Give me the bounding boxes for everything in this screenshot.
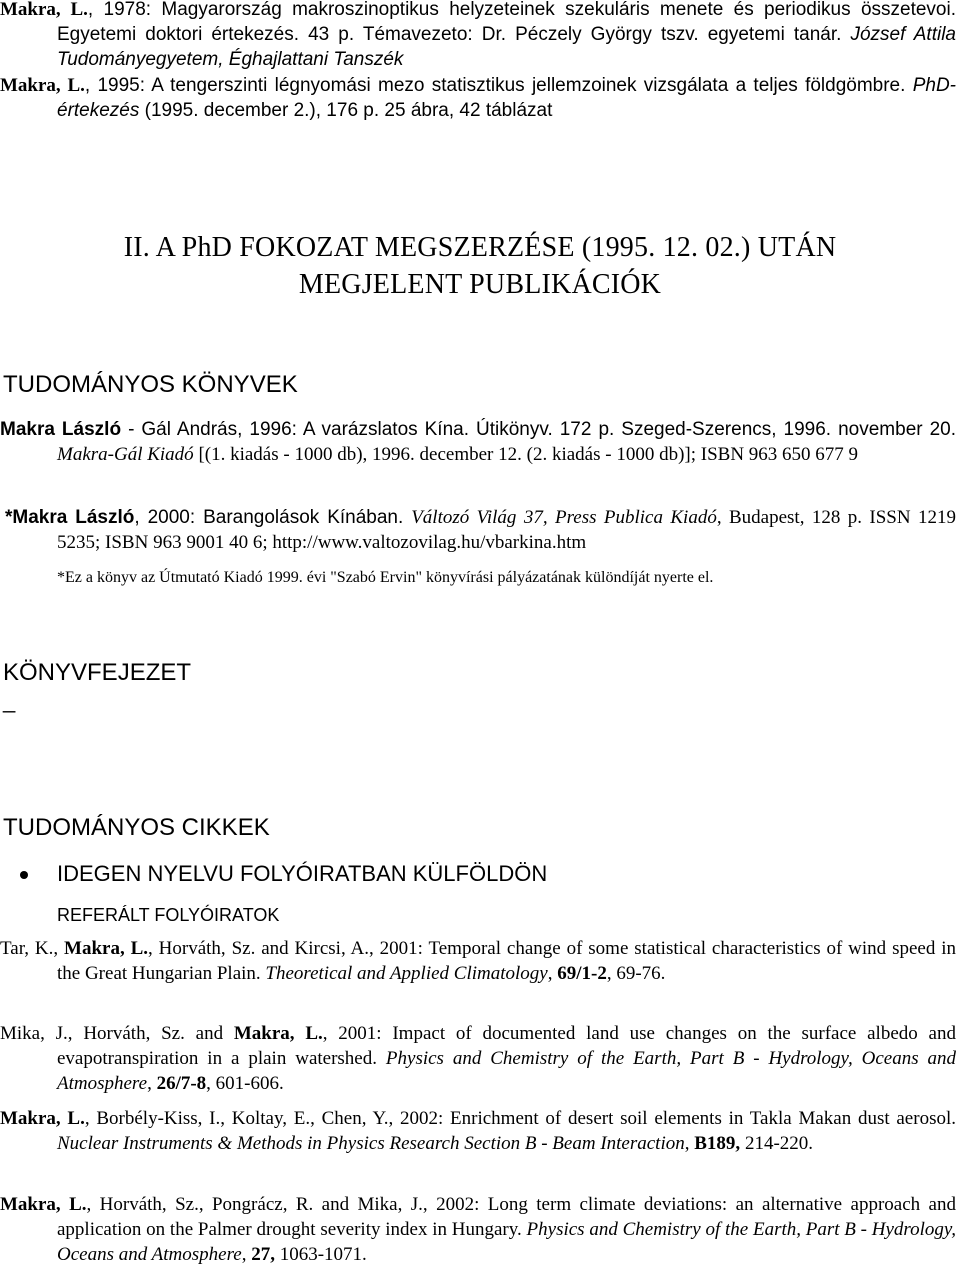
thesis-entry-1978 <box>0 0 956 72</box>
article-separator: , <box>147 1073 157 1094</box>
entry-details: (1995. december 2.), 176 p. 25 ábra, 42 táblázat <box>139 100 553 121</box>
article-separator: , <box>547 963 558 984</box>
book-entry-1 <box>0 417 956 467</box>
article-pages: 1063-1071. <box>274 1244 367 1265</box>
article-authors-post: , Horváth, Sz., Pongrácz, R. and Mika, J. <box>86 1194 423 1215</box>
entry-type: PhD-értekezés <box>57 75 956 121</box>
book-publisher: Makra-Gál Kiadó <box>57 444 194 465</box>
article-title: , 2001: Temporal change of some statistical characteristics of wind speed in the Great Hungarian Plain. <box>57 938 956 984</box>
book-series: Változó Világ 37, Press Publica Kiadó <box>411 507 717 528</box>
entry-institution: József Attila Tudományegyetem, Éghajlattani Tanszék <box>57 24 956 70</box>
thesis-entry-1995 <box>0 73 956 123</box>
article-journal: Physics and Chemistry of the Earth, Part B - Hydrology, Oceans and Atmosphere <box>57 1219 957 1265</box>
article-volume: B189, <box>694 1133 741 1154</box>
entry-text: , 1978: Magyarország makroszinoptikus helyzeteinek szekuláris menete és periodikus összetevoi. Egyetemi doktori értekezés. 43 p. Témavezeto: Dr. Péczely György tszv. egyetemi tanár. <box>57 0 956 45</box>
article-volume: 69/1-2 <box>557 963 607 984</box>
article-separator: , <box>684 1133 695 1154</box>
article-entry-1 <box>0 936 956 986</box>
main-heading-line-2: MEGJELENT PUBLIKÁCIÓK <box>298 269 662 300</box>
article-author-highlight: Makra, L. <box>64 938 149 959</box>
section-heading-chapter: KÖNYVFEJEZET <box>3 659 192 686</box>
section-heading-books: TUDOMÁNYOS KÖNYVEK <box>3 371 298 398</box>
book-author: Makra László <box>0 419 122 440</box>
article-authors-post: , Horváth, Sz. and Kircsi, A. <box>148 938 370 959</box>
book-details: [(1. kiadás - 1000 db), 1996. december 12. (2. kiadás - 1000 db)]; ISBN 963 650 677 9 <box>193 444 859 465</box>
main-heading-line-1: II. A PhD FOKOZAT MEGSZERZÉSE (1995. 12. 02.) UTÁN <box>123 232 837 263</box>
entry-author: Makra, L. <box>0 0 88 20</box>
chapter-placeholder-dash: _ <box>3 688 16 713</box>
article-entry-2 <box>0 1021 956 1096</box>
entry-author: Makra, L. <box>0 75 85 96</box>
book-text: - Gál András, 1996: A varázslatos Kína. Útikönyv. 172 p. Szeged-Szerencs, 1996. november 20. <box>121 419 957 440</box>
article-entry-4 <box>0 1192 956 1267</box>
book-text: , 2000: Barangolások Kínában. <box>134 507 412 528</box>
article-authors-post: , Borbély-Kiss, I., Koltay, E., Chen, Y. <box>84 1108 389 1129</box>
article-separator: , <box>241 1244 252 1265</box>
book-author: Makra László <box>12 507 135 528</box>
article-title: , 2001: Impact of documented land use changes on the surface albedo and evapotranspiration in a plain watershed. <box>57 1023 956 1069</box>
article-title: , 2002: Long term climate deviations: an alternative approach and application on the Palmer drought severity index in Hungary. <box>57 1194 956 1240</box>
article-pages: , 69-76. <box>606 963 666 984</box>
entry-text: , 1995: A tengerszinti légnyomási mezo statisztikus jellemzoinek vizsgálata a teljes földgömbre. <box>84 75 913 96</box>
article-journal: Nuclear Instruments & Methods in Physics Research Section B - Beam Interaction <box>57 1133 685 1154</box>
article-volume: 27, <box>251 1244 275 1265</box>
article-journal: Physics and Chemistry of the Earth, Part B - Hydrology, Oceans and Atmosphere <box>57 1048 956 1094</box>
article-title: , 2002: Enrichment of desert soil elements in Takla Makan dust aerosol. <box>388 1108 956 1129</box>
section-heading-articles: TUDOMÁNYOS CIKKEK <box>3 814 270 841</box>
book-star: * <box>5 507 13 528</box>
subsection-refereed-journals: REFERÁLT FOLYÓIRATOK <box>57 905 280 925</box>
bullet-icon <box>20 871 28 879</box>
article-authors-pre: Tar, K., <box>0 938 65 959</box>
article-author-highlight: Makra, L. <box>0 1194 87 1215</box>
article-author-highlight: Makra, L. <box>0 1108 85 1129</box>
article-pages: 214-220. <box>740 1133 814 1154</box>
book-entry-2 <box>0 505 956 555</box>
article-volume: 26/7-8 <box>156 1073 207 1094</box>
article-author-highlight: Makra, L. <box>233 1023 323 1044</box>
article-journal: Theoretical and Applied Climatology <box>265 963 548 984</box>
book-note: *Ez a könyv az Útmutató Kiadó 1999. évi "Szabó Ervin" könyvírási pályázatának különdíját nyerte el. <box>57 569 714 586</box>
article-pages: , 601-606. <box>206 1073 284 1094</box>
subsection-foreign-journals: IDEGEN NYELVU FOLYÓIRATBAN KÜLFÖLDÖN <box>57 861 548 886</box>
article-entry-3 <box>0 1106 956 1156</box>
book-details: , Budapest, 128 p. ISSN 1219 5235; ISBN 963 9001 40 6; http://www.valtozovilag.hu/vbarkina.htm <box>57 507 956 553</box>
article-authors-pre: Mika, J., Horváth, Sz. and <box>0 1023 234 1044</box>
